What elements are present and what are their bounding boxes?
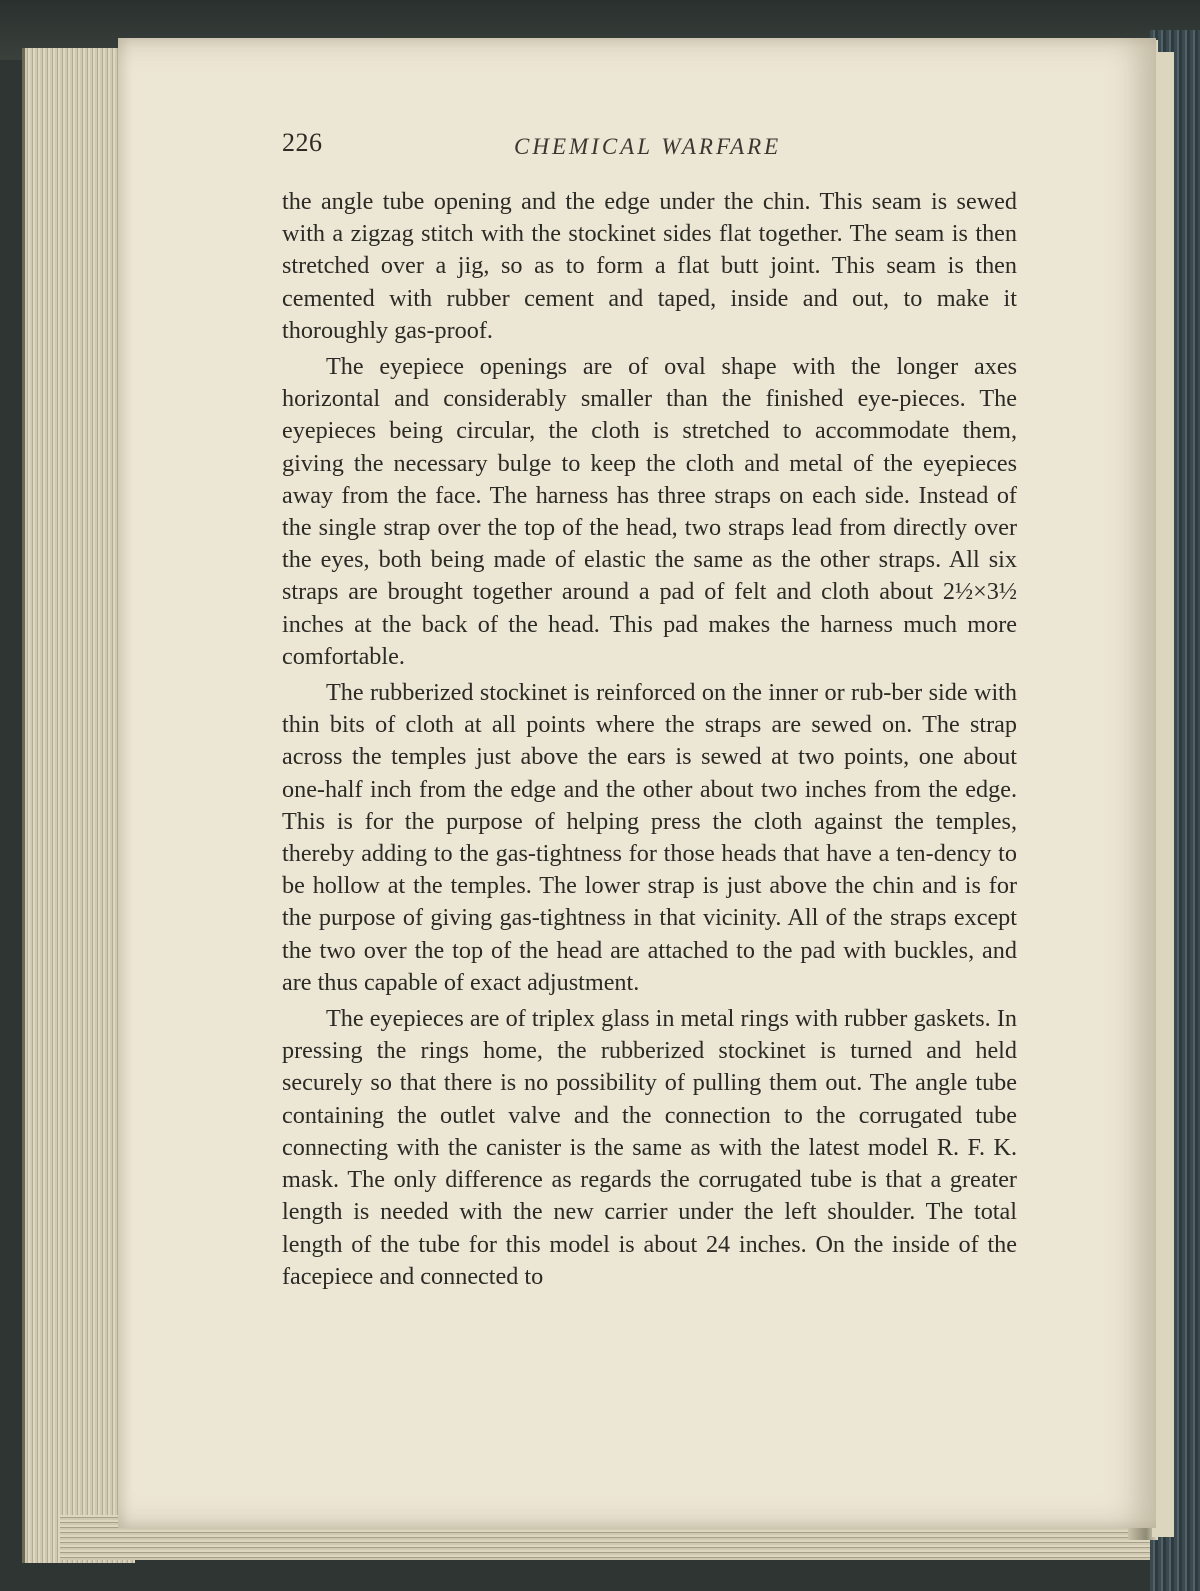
body-text — [282, 186, 1017, 1297]
paragraph: The eyepiece openings are of oval shape with the longer axes horizontal and considerably smaller than the finished eye-pieces. The eyepieces being circular, the cloth is stretched to accommodate them, giving the necessary bulge to keep the cloth and metal of the eyepieces away from the face. The harness has three straps on each side. Instead of the single strap over the top of the head, two straps lead from directly over the eyes, both being made of elastic the same as the other straps. All six straps are brought together around a pad of felt and cloth about 2½×3½ inches at the back of the head. This pad makes the harness much more comfortable. — [282, 353, 1017, 670]
paragraph: The eyepieces are of triplex glass in metal rings with rubber gaskets. In pressing the rings home, the rubberized stockinet is turned and held securely so that there is no possibility of pulling them out. The angle tube containing the outlet valve and the connection to the corrugated tube connecting with the canister is the same as with the latest model R. F. K. mask. The only difference as regards the corrugated tube is that a greater length is needed with the new carrier under the left shoulder. The total length of the tube for this model is about 24 inches. On the inside of the facepiece and connected to — [282, 1005, 1017, 1290]
paragraph: The rubberized stockinet is reinforced on the inner or rub-ber side with thin bits of cloth at all points where the straps are sewed on. The strap across the temples just above the ears is sewed at two points, one about one-half inch from the edge and the other about two inches from the edge. This is for the purpose of helping press the cloth against the temples, thereby adding to the gas-tightness for those heads that have a ten-dency to be hollow at the temples. The lower strap is just above the chin and is for the purpose of giving gas-tightness in that vicinity. All of the straps except the two over the top of the head are attached to the pad with buckles, and are thus capable of exact adjustment. — [282, 679, 1017, 996]
running-head — [282, 128, 1022, 168]
paragraph: the angle tube opening and the edge under the chin. This seam is sewed with a zigzag stitch with the stockinet sides flat together. The seam is then stretched over a jig, so as to form a flat butt joint. This seam is then cemented with rubber cement and taped, inside and out, to make it thoroughly gas-proof. — [282, 188, 1017, 344]
running-title: CHEMICAL WARFARE — [514, 134, 782, 159]
page-number: 226 — [282, 128, 323, 157]
